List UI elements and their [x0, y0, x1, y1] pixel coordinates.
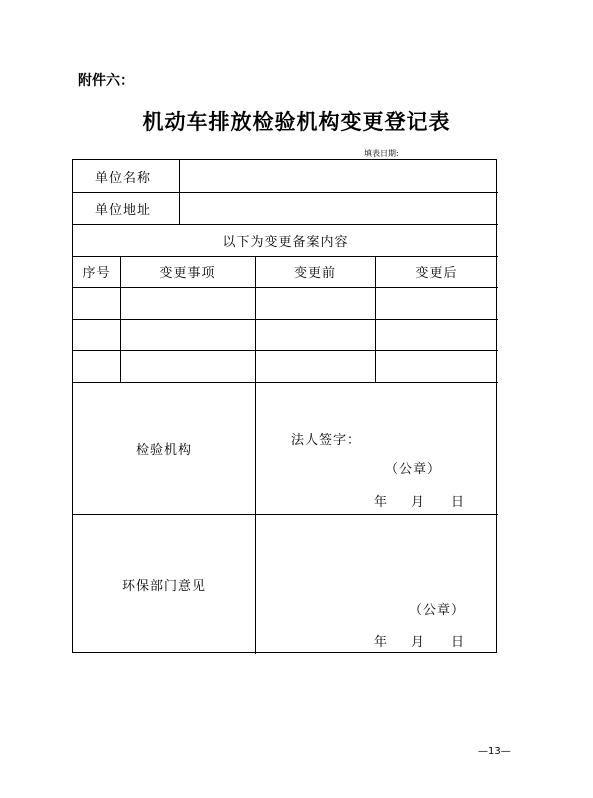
environment-dept-label: 环保部门意见: [121, 578, 206, 594]
table-row[interactable]: [73, 350, 498, 382]
date-year: 年: [374, 635, 389, 650]
unit-address-label: 单位地址: [95, 202, 152, 218]
official-seal-text: （公章）: [385, 462, 442, 477]
column-header-item: 变更事项: [159, 266, 216, 281]
table-row[interactable]: [73, 319, 498, 350]
column-header-seq: 序号: [82, 266, 111, 281]
unit-name-field[interactable]: [180, 160, 498, 192]
column-header-after: 变更后: [415, 266, 458, 281]
fill-date-label: 填表日期:: [364, 149, 399, 158]
attachment-label: 附件六：: [78, 73, 134, 89]
unit-address-field[interactable]: [180, 192, 498, 224]
registration-form: [72, 159, 497, 653]
official-seal-text: （公章）: [409, 603, 466, 618]
table-row[interactable]: [73, 287, 498, 319]
date-day: 日: [451, 495, 466, 510]
date-year: 年: [374, 495, 389, 510]
form-title: 机动车排放检验机构变更登记表: [142, 110, 451, 134]
page-number: —13—: [478, 746, 511, 757]
unit-name-label: 单位名称: [95, 170, 152, 186]
date-day: 日: [451, 635, 466, 650]
date-month: 月: [411, 495, 426, 510]
legal-signature-label: 法人签字：: [291, 433, 362, 448]
change-content-header: 以下为变更备案内容: [222, 234, 349, 250]
inspection-org-label: 检验机构: [135, 442, 192, 458]
date-month: 月: [411, 635, 426, 650]
column-header-before: 变更前: [293, 266, 336, 281]
